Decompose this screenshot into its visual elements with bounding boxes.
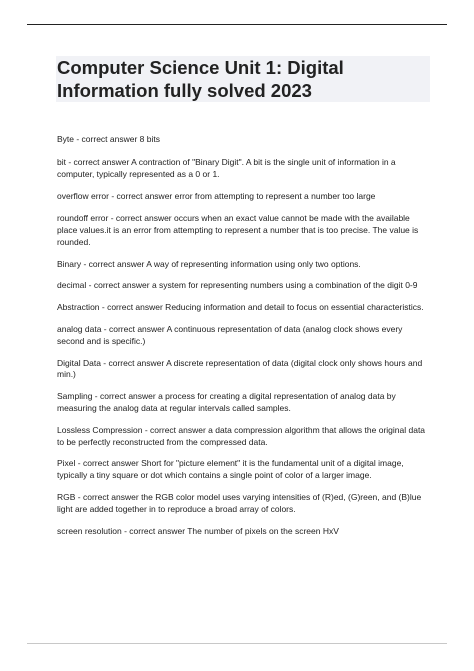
entry-analog-data: analog data - correct answer A continuous representation of data (analog clock shows every second and is specific.) (57, 323, 403, 346)
entry-decimal: decimal - correct answer a system for representing numbers using a combination of the digit 0-9 (57, 280, 418, 291)
entry-screen-resolution: screen resolution - correct answer The number of pixels on the screen HxV (57, 525, 339, 536)
entry-overflow-error: overflow error - correct answer error from attempting to represent a number too large (57, 191, 376, 202)
entry-list (57, 134, 429, 537)
entry-byte: Byte - correct answer 8 bits (57, 134, 160, 144)
bottom-divider (27, 643, 447, 644)
entry-binary: Binary - correct answer A way of representing information using only two options. (57, 258, 361, 269)
entry-rgb: RGB - correct answer the RGB color model uses varying intensities of (R)ed, (G)reen, and (B)lue light are added together in to reproduce a broad array of colors. (57, 491, 422, 514)
entry-digital-data: Digital Data - correct answer A discrete representation of data (digital clock only shows hours and min.) (57, 357, 423, 380)
top-divider (27, 24, 447, 25)
entry-abstraction: Abstraction - correct answer Reducing information and detail to focus on essential characteristics. (57, 302, 424, 313)
document-title: Computer Science Unit 1: Digital Information fully solved 2023 (57, 57, 344, 101)
entry-bit: bit - correct answer A contraction of "Binary Digit". A bit is the single unit of information in a computer, typically represented as a 0 or 1. (57, 156, 396, 179)
entry-pixel: Pixel - correct answer Short for "picture element" it is the fundamental unit of a digital image, typically a tiny square or dot which contains a single point of color of a larger image. (57, 458, 404, 481)
entry-lossless-compression: Lossless Compression - correct answer a data compression algorithm that allows the original data to be perfectly reconstructed from the compressed data. (57, 424, 426, 447)
entry-sampling: Sampling - correct answer a process for creating a digital representation of analog data by measuring the analog data at regular intervals called samples. (57, 391, 396, 413)
entry-roundoff-error: roundoff error - correct answer occurs when an exact value cannot be made with the available place values.it is an error from attempting to represent a number that is too precise. The value is rounded. (57, 213, 419, 247)
